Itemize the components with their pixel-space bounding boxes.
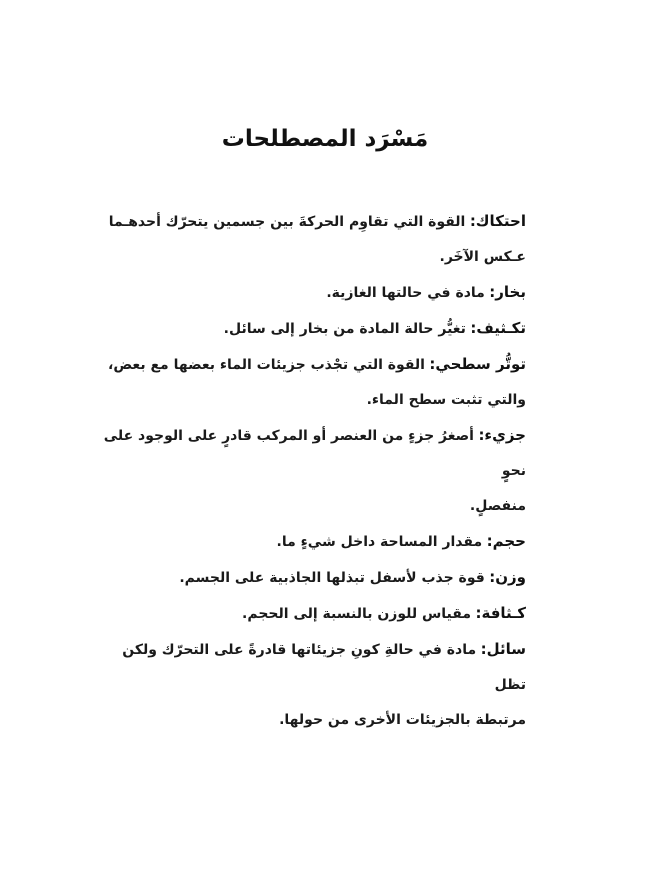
glossary-entry-vapor bbox=[96, 275, 526, 311]
term: بخار: bbox=[489, 283, 526, 301]
definition: مادة في حالةِ كونِ جزيئاتها قادرةً على التحرّك ولكن تظل bbox=[122, 642, 526, 693]
page-title: مَسْرَد المصطلحات bbox=[221, 126, 429, 152]
definition: أصغرُ جزءٍ من العنصر أو المركب قادرٍ على الوجود على نحوٍ bbox=[103, 428, 526, 479]
definition: مقياس للوزن بالنسبة إلى الحجم. bbox=[242, 606, 472, 622]
definition: تغيُّر حالة المادة من بخار إلى سائل. bbox=[223, 321, 466, 337]
glossary-entry-surface-tension bbox=[96, 347, 526, 418]
definition-continuation: والتي تثبت سطح الماء. bbox=[366, 392, 526, 408]
term: سائل: bbox=[480, 640, 526, 658]
definition: مقدار المساحة داخل شيءٍ ما. bbox=[276, 534, 483, 550]
definition: القوة التي تقاوِم الحركةَ بين جسمين يتحرّك أحدهـما bbox=[108, 214, 466, 230]
glossary-entry-density bbox=[96, 596, 526, 632]
glossary-entry-weight bbox=[96, 560, 526, 596]
term: وزن: bbox=[489, 568, 526, 586]
glossary-list bbox=[96, 204, 526, 738]
term: حجم: bbox=[486, 532, 526, 550]
term: كـثافة: bbox=[475, 604, 526, 622]
definition: مادة في حالتها الغازية. bbox=[326, 285, 485, 301]
term: احتكاك: bbox=[469, 212, 526, 230]
definition: القوة التي تجْذب جزيئات الماء بعضها مع بعض، bbox=[108, 357, 425, 373]
glossary-entry-volume bbox=[96, 524, 526, 560]
glossary-entry-condensation bbox=[96, 311, 526, 347]
term: جزيء: bbox=[478, 426, 526, 444]
term: تكـثيف: bbox=[470, 319, 526, 337]
definition-continuation: منفصلٍ. bbox=[469, 498, 526, 514]
glossary-entry-friction bbox=[96, 204, 526, 275]
glossary-entry-molecule bbox=[96, 418, 526, 524]
glossary-entry-liquid bbox=[96, 632, 526, 738]
definition-continuation: عـكس الآخَر. bbox=[439, 249, 526, 265]
term: توتُّر سطحي: bbox=[429, 355, 526, 373]
definition-continuation: مرتبطة بالجزيئات الأخرى من حولها. bbox=[279, 712, 526, 728]
definition: قوة جذب لأسفل تبذلها الجاذبية على الجسم. bbox=[179, 570, 485, 586]
